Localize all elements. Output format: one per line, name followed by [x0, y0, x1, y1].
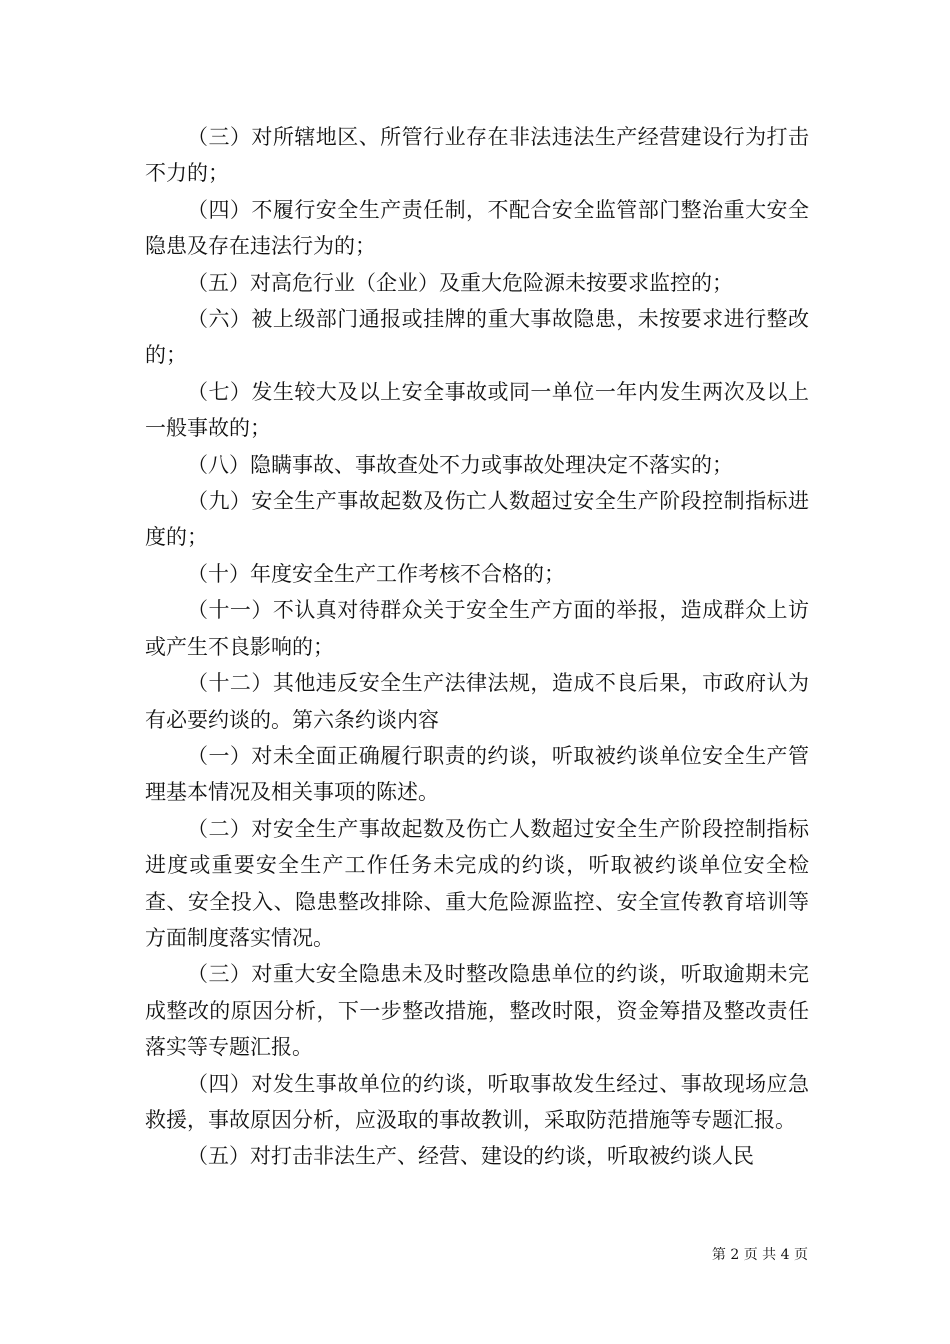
paragraph-10: （十）年度安全生产工作考核不合格的； [187, 561, 565, 586]
paragraph-6: （六）被上级部门通报或挂牌的重大事故隐患，未按要求进行整改的； [145, 307, 809, 368]
paragraph-5: （五）对高危行业（企业）及重大危险源未按要求监控的； [187, 270, 733, 295]
document-body [145, 119, 809, 1175]
paragraph-3: （三）对所辖地区、所管行业存在非法违法生产经营建设行为打击不力的； [145, 125, 809, 186]
paragraph-12: （十二）其他违反安全生产法律法规，造成不良后果，市政府认为有必要约谈的。第六条约谈内容 [145, 671, 809, 732]
paragraph-4: （四）不履行安全生产责任制，不配合安全监管部门整治重大安全隐患及存在违法行为的； [145, 197, 809, 259]
paragraph-11: （十一）不认真对待群众关于安全生产方面的举报，造成群众上访或产生不良影响的； [145, 598, 809, 659]
content-item-2: （二）对安全生产事故起数及伤亡人数超过安全生产阶段控制指标进度或重要安全生产工作任务未完成的约谈，听取被约谈单位安全检查、安全投入、隐患整改排除、重大危险源监控、安全宣传教育培训等方面制度落实情况。 [145, 816, 809, 950]
content-item-1: （一）对未全面正确履行职责的约谈，听取被约谈单位安全生产管理基本情况及相关事项的陈述。 [145, 743, 809, 805]
paragraph-9: （九）安全生产事故起数及伤亡人数超过安全生产阶段控制指标进度的； [145, 489, 809, 550]
paragraph-8: （八）隐瞒事故、事故查处不力或事故处理决定不落实的； [187, 452, 733, 477]
page-number-footer: 第 2 页 共 4 页 [711, 1247, 808, 1263]
content-item-5: （五）对打击非法生产、经营、建设的约谈，听取被约谈人民 [187, 1144, 754, 1169]
content-item-3: （三）对重大安全隐患未及时整改隐患单位的约谈，听取逾期未完成整改的原因分析，下一步整改措施，整改时限，资金筹措及整改责任落实等专题汇报。 [145, 962, 809, 1060]
content-item-4: （四）对发生事故单位的约谈，听取事故发生经过、事故现场应急救援，事故原因分析，应汲取的事故教训，采取防范措施等专题汇报。 [145, 1071, 809, 1132]
paragraph-7: （七）发生较大及以上安全事故或同一单位一年内发生两次及以上一般事故的； [145, 379, 809, 441]
